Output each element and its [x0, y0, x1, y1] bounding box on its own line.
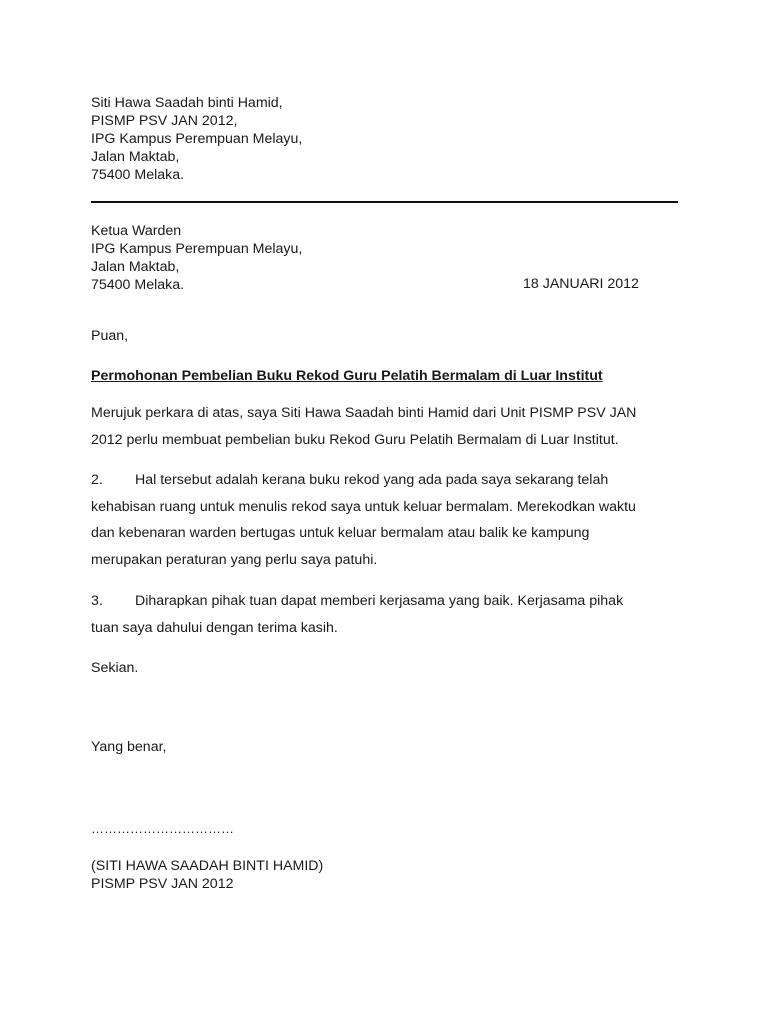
paragraph-2-line: Hal tersebut adalah kerana buku rekod yang ada pada saya sekarang telah — [135, 472, 609, 488]
letter-date: 18 JANUARI 2012 — [523, 276, 639, 292]
salutation: Puan, — [91, 328, 129, 344]
closing: Sekian. — [91, 660, 139, 676]
signature-line: …………………………… — [91, 821, 234, 836]
recipient-address — [91, 222, 302, 294]
signatory-name: (SITI HAWA SAADAH BINTI HAMID) — [91, 858, 324, 874]
paragraph-3-line: Diharapkan pihak tuan dapat memberi kerjasama yang baik. Kerjasama pihak — [135, 593, 624, 609]
sender-unit: PISMP PSV JAN 2012, — [91, 113, 238, 129]
signoff: Yang benar, — [91, 739, 167, 755]
paragraph-2 — [91, 467, 661, 573]
paragraph-2-number: 2. — [91, 472, 103, 488]
recipient-institution: IPG Kampus Perempuan Melayu, — [91, 241, 303, 257]
sender-address — [91, 94, 302, 184]
paragraph-1 — [91, 400, 661, 453]
paragraph-2-line: merupakan peraturan yang perlu saya patuhi. — [91, 551, 378, 568]
sender-street: Jalan Maktab, — [91, 149, 180, 165]
paragraph-1-line: 2012 perlu membuat pembelian buku Rekod Guru Pelatih Bermalam di Luar Institut. — [91, 431, 619, 448]
header-divider — [91, 201, 678, 203]
sender-institution: IPG Kampus Perempuan Melayu, — [91, 131, 303, 147]
paragraph-3-number: 3. — [91, 593, 103, 609]
paragraph-1-line: Merujuk perkara di atas, saya Siti Hawa Saadah binti Hamid dari Unit PISMP PSV JAN — [91, 405, 637, 421]
paragraph-3-line: tuan saya dahului dengan terima kasih. — [91, 619, 338, 636]
recipient-city: 75400 Melaka. — [91, 277, 185, 293]
letter-subject: Permohonan Pembelian Buku Rekod Guru Pelatih Bermalam di Luar Institut — [91, 368, 603, 384]
sender-name: Siti Hawa Saadah binti Hamid, — [91, 95, 283, 111]
signatory-unit: PISMP PSV JAN 2012 — [91, 876, 234, 892]
paragraph-2-line: dan kebenaran warden bertugas untuk keluar bermalam atau balik ke kampung — [91, 525, 590, 541]
paragraph-3 — [91, 588, 661, 641]
paragraph-2-line: kehabisan ruang untuk menulis rekod saya untuk keluar bermalam. Merekodkan waktu — [91, 498, 636, 515]
sender-city: 75400 Melaka. — [91, 167, 185, 183]
recipient-street: Jalan Maktab, — [91, 259, 180, 275]
recipient-title: Ketua Warden — [91, 223, 182, 239]
